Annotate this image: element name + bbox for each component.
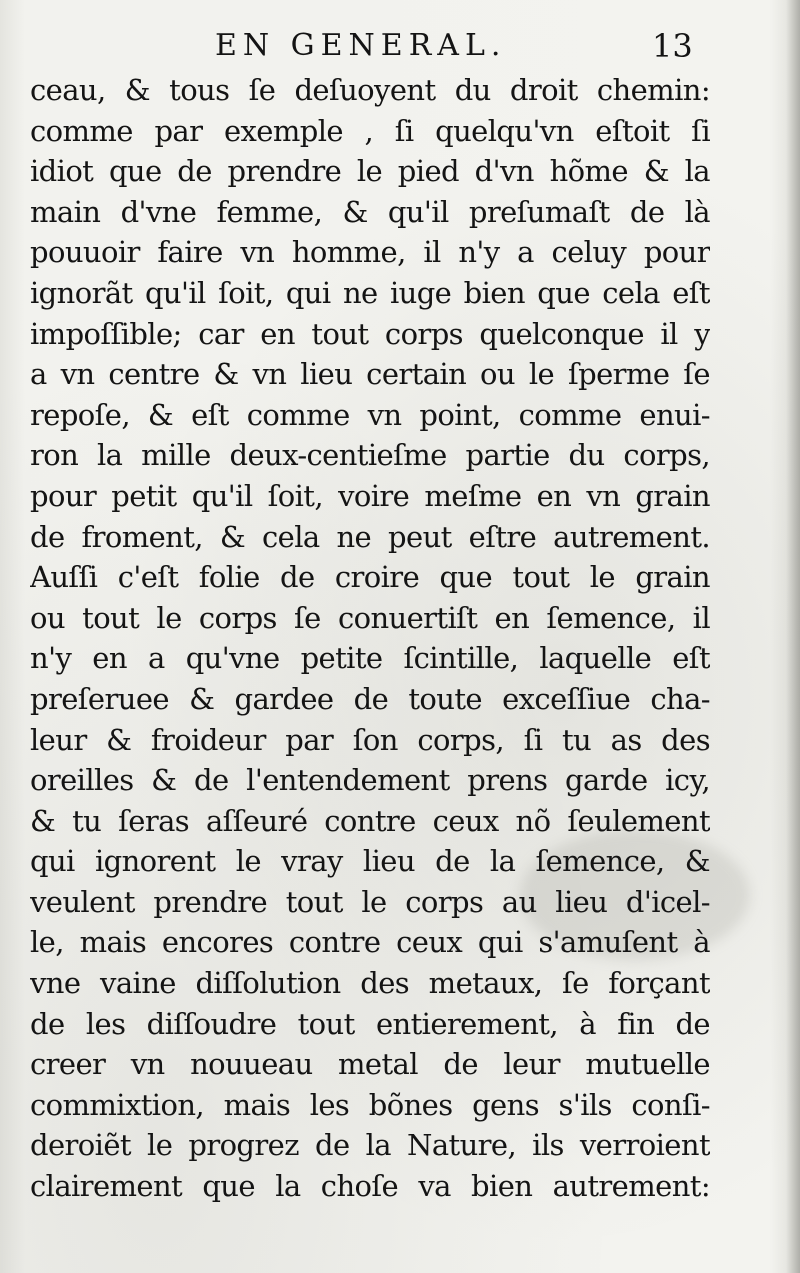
text-line: le, mais encores contre ceux qui s'amuſent à <box>30 925 710 960</box>
text-line: oreilles & de l'entendement prens garde icy, <box>30 763 710 798</box>
body-text <box>30 70 710 1207</box>
text-line: clairement que la choſe va bien autrement: <box>30 1169 710 1204</box>
text-line: impoſſible; car en tout corps quelconque il y <box>30 316 710 351</box>
text-line: a vn centre & vn lieu certain ou le ſperme ſe <box>30 357 710 392</box>
text-line: main d'vne femme, & qu'il preſumaſt de là <box>30 194 710 229</box>
text-line: commixtion, mais les bõnes gens s'ils conſi- <box>30 1087 710 1122</box>
text-line: veulent prendre tout le corps au lieu d'icel- <box>30 884 710 919</box>
text-line: ignorãt qu'il ſoit, qui ne iuge bien que cela eſt <box>30 275 710 310</box>
text-line: qui ignorent le vray lieu de la ſemence, & <box>30 844 710 879</box>
text-line: preſeruee & gardee de toute exceſſiue cha- <box>30 681 710 716</box>
text-line: pouuoir faire vn homme, il n'y a celuy pour <box>30 235 710 270</box>
text-line: repoſe, & eſt comme vn point, comme enui- <box>30 397 710 432</box>
page-header <box>0 26 800 66</box>
text-line: deroiẽt le progrez de la Nature, ils verroient <box>30 1128 710 1163</box>
text-line: comme par exemple , ſi quelqu'vn eſtoit ſi <box>30 113 710 148</box>
page-number: 13 <box>652 27 693 65</box>
text-line: idiot que de prendre le pied d'vn hõme & la <box>30 154 710 189</box>
page-edge-shadow <box>786 0 800 1273</box>
text-line: pour petit qu'il ſoit, voire meſme en vn grain <box>30 478 710 513</box>
text-line: de les diſſoudre tout entierement, à fin de <box>30 1006 710 1041</box>
text-line: de froment, & cela ne peut eſtre autrement. <box>30 519 710 554</box>
text-line: n'y en a qu'vne petite ſcintille, laquelle eſt <box>30 641 710 676</box>
text-line: creer vn nouueau metal de leur mutuelle <box>30 1047 710 1082</box>
text-line: ceau, & tous ſe deſuoyent du droit chemin: <box>30 73 710 107</box>
text-line: & tu ſeras aſſeuré contre ceux nõ ſeulement <box>30 803 710 838</box>
text-line: vne vaine diſſolution des metaux, ſe forçant <box>30 966 710 1001</box>
text-line: Auſſi c'eſt folie de croire que tout le grain <box>30 560 710 595</box>
text-line: ou tout le corps ſe conuertiſt en ſemence, il <box>30 600 710 635</box>
running-head: EN GENERAL. <box>215 28 507 63</box>
text-line: ron la mille deux-centieſme partie du corps, <box>30 438 710 473</box>
text-line: leur & froideur par ſon corps, ſi tu as des <box>30 722 710 757</box>
